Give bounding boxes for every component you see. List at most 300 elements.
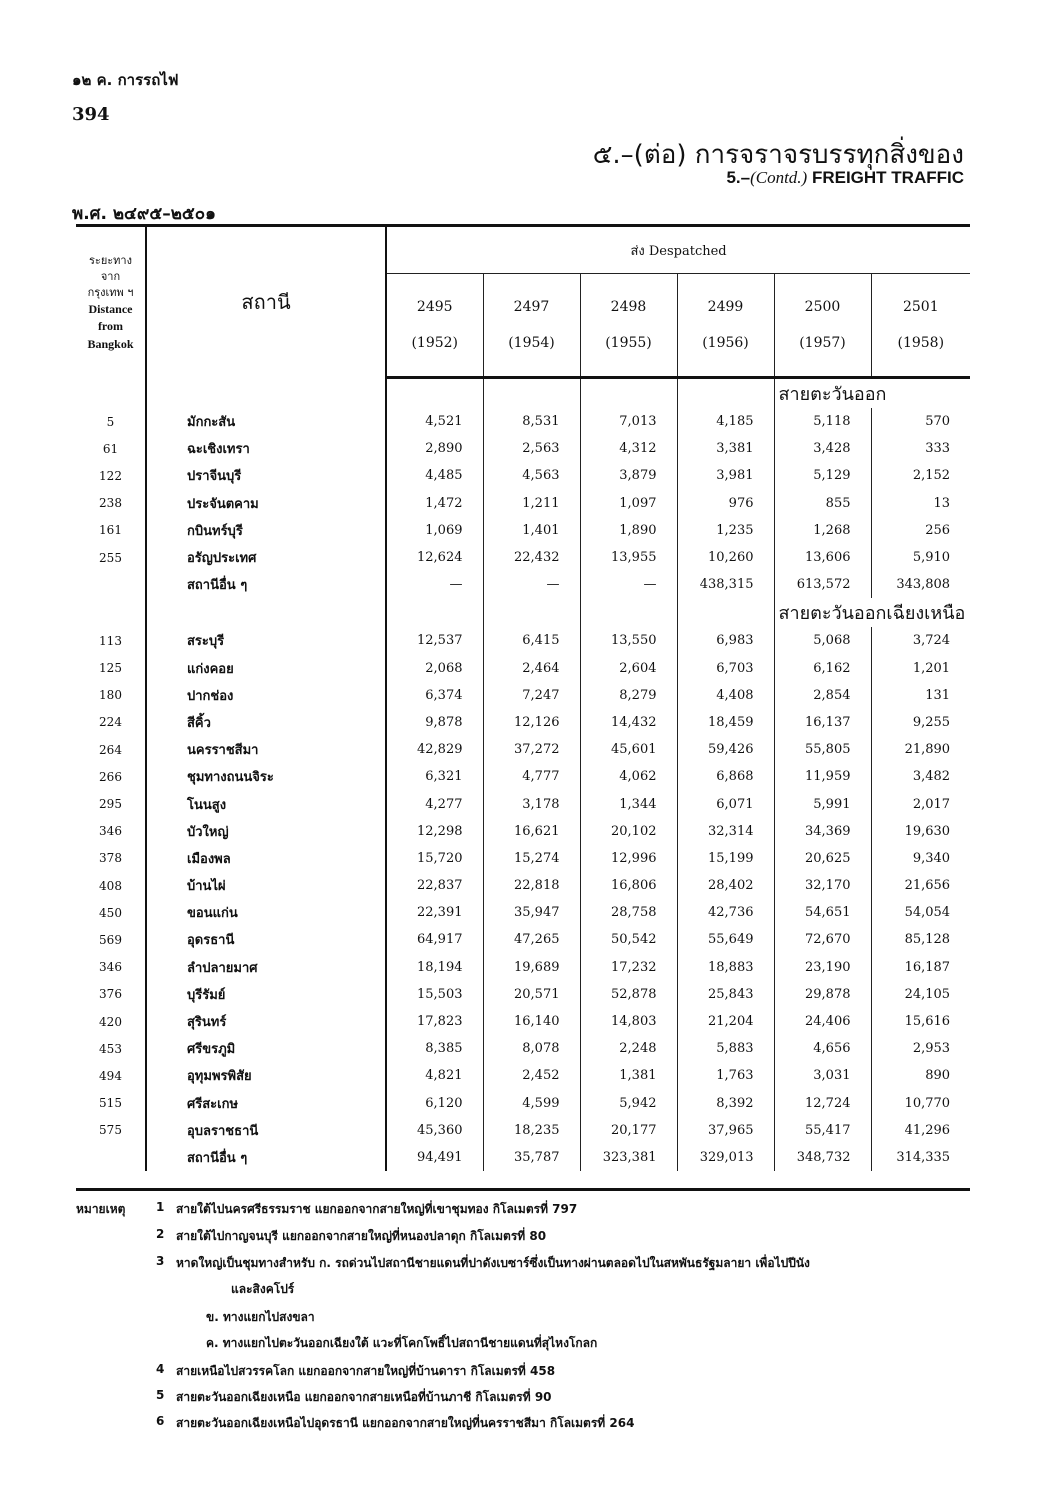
value-cell: 21,204 [677, 1008, 774, 1035]
year-header-4 [774, 274, 871, 378]
value-cell: 18,194 [386, 954, 483, 981]
note-text: สายตะวันออกเฉียงเหนือ แยกออกจากสายเหนือที่บ้านภาชี กิโลเมตรที่ 90 [176, 1390, 552, 1404]
value-cell: 3,178 [483, 790, 580, 817]
section-label-0: สายตะวันออก [778, 384, 887, 405]
distance-cell: 408 [76, 872, 146, 899]
value-cell: 72,670 [774, 926, 871, 953]
value-cell: 13,550 [580, 627, 677, 654]
year-ad: (1956) [702, 335, 749, 351]
value-cell: 55,649 [677, 926, 774, 953]
value-cell: 18,235 [483, 1117, 580, 1144]
distance-cell: 295 [76, 790, 146, 817]
station-cell: อุทุมพรพิสัย [146, 1062, 386, 1089]
table-row [76, 490, 970, 517]
value-cell: 17,232 [580, 954, 677, 981]
blank-cell [580, 378, 677, 409]
blank-cell [76, 598, 146, 627]
note-text: สายใต้ไปนครศรีธรรมราช แยกออกจากสายใหญ่ที่เขาชุมทอง กิโลเมตรที่ 797 [176, 1202, 578, 1216]
value-cell: 15,274 [483, 845, 580, 872]
value-cell: 21,890 [904, 742, 951, 758]
station-cell: อรัญประเทศ [146, 544, 386, 571]
distance-en-3: Bangkok [87, 336, 134, 351]
value-cell: 6,071 [677, 790, 774, 817]
value-cell: 21,656 [904, 878, 951, 894]
table-row [76, 544, 970, 571]
section-row [76, 598, 970, 627]
value-cell: — [483, 571, 580, 598]
value-cell: 18,459 [677, 709, 774, 736]
table-row [76, 1090, 970, 1117]
distance-cell: 453 [76, 1035, 146, 1062]
note-marker: 1 [156, 1200, 165, 1214]
table-row [76, 1062, 970, 1089]
value-cell: 64,917 [386, 926, 483, 953]
note-marker: 2 [156, 1227, 165, 1241]
value-cell: 16,621 [483, 818, 580, 845]
station-cell: โนนสูง [146, 790, 386, 817]
value-cell: 15,616 [904, 1014, 951, 1030]
year-be: 2501 [902, 298, 939, 315]
title-en-main: FREIGHT TRAFFIC [811, 168, 964, 187]
value-cell: 2,464 [483, 655, 580, 682]
value-cell: 6,162 [774, 655, 871, 682]
value-cell: 4,656 [774, 1035, 871, 1062]
distance-cell: 5 [76, 408, 146, 435]
value-cell: 9,340 [912, 850, 951, 866]
station-cell: นครราชสีมา [146, 736, 386, 763]
value-cell: 13,606 [774, 544, 871, 571]
value-cell: 3,031 [774, 1062, 871, 1089]
blank-cell [386, 378, 483, 409]
value-cell: 7,013 [580, 408, 677, 435]
value-cell: 5,118 [774, 408, 871, 435]
table-row [76, 709, 970, 736]
distance-cell: 255 [76, 544, 146, 571]
blank-cell [483, 598, 580, 627]
section-row [76, 378, 970, 409]
value-cell: 1,201 [912, 660, 951, 676]
year-header-3 [677, 274, 774, 378]
value-cell: 570 [925, 414, 951, 430]
value-cell: 50,542 [580, 926, 677, 953]
value-cell: 35,947 [483, 899, 580, 926]
table-row [76, 1008, 970, 1035]
value-cell: 1,268 [774, 517, 871, 544]
value-cell: 2,563 [483, 435, 580, 462]
value-cell: 41,296 [904, 1122, 951, 1138]
value-cell: 45,601 [580, 736, 677, 763]
value-cell: 1,097 [580, 490, 677, 517]
distance-cell: 346 [76, 954, 146, 981]
value-cell: 24,406 [774, 1008, 871, 1035]
value-cell: 45,360 [386, 1117, 483, 1144]
station-cell: ขอนแก่น [146, 899, 386, 926]
value-cell: 32,314 [677, 818, 774, 845]
value-cell: 131 [925, 687, 951, 703]
value-cell: 34,369 [774, 818, 871, 845]
value-cell: 7,247 [483, 682, 580, 709]
value-cell: 4,312 [580, 435, 677, 462]
distance-cell: 61 [76, 435, 146, 462]
value-cell: 6,321 [386, 763, 483, 790]
table-row [76, 954, 970, 981]
year-be: 2498 [610, 298, 647, 315]
value-cell: 4,599 [483, 1090, 580, 1117]
year-be: 2495 [416, 298, 453, 315]
value-cell: 2,152 [912, 468, 951, 484]
value-cell: 32,170 [774, 872, 871, 899]
value-cell: 6,120 [386, 1090, 483, 1117]
value-cell: 29,878 [774, 981, 871, 1008]
note-text: ค. ทางแยกไปตะวันออกเฉียงใต้ แวะที่โคกโพธิ์ไปสถานีชายแดนที่สุไหงโกลก [206, 1336, 598, 1350]
value-cell: 6,983 [677, 627, 774, 654]
value-cell: 13,955 [580, 544, 677, 571]
distance-cell: 378 [76, 845, 146, 872]
station-cell: สีคิ้ว [146, 709, 386, 736]
value-cell: 14,432 [580, 709, 677, 736]
distance-cell: 376 [76, 981, 146, 1008]
value-cell: 613,572 [774, 571, 871, 598]
table-row [76, 763, 970, 790]
year-header-0 [386, 274, 483, 378]
distance-cell: 180 [76, 682, 146, 709]
value-cell: 323,381 [580, 1144, 677, 1171]
station-cell: ปากช่อง [146, 682, 386, 709]
value-cell: 3,381 [677, 435, 774, 462]
value-cell: 3,482 [912, 769, 951, 785]
blank-cell [677, 598, 774, 627]
value-cell: 3,428 [774, 435, 871, 462]
notes-heading: หมายเหตุ [76, 1202, 126, 1216]
station-cell: มักกะสัน [146, 408, 386, 435]
value-cell: 6,868 [677, 763, 774, 790]
note-text: สายตะวันออกเฉียงเหนือไปอุดรธานี แยกออกจากสายใหญ่ที่นครราชสีมา กิโลเมตรที่ 264 [176, 1416, 635, 1430]
value-cell: 28,402 [677, 872, 774, 899]
value-cell: 5,942 [580, 1090, 677, 1117]
value-cell: 8,279 [580, 682, 677, 709]
note-marker: 3 [156, 1254, 165, 1268]
value-cell: 4,821 [386, 1062, 483, 1089]
note-text: สายเหนือไปสวรรคโลก แยกออกจากสายใหญ่ที่บ้านดารา กิโลเมตรที่ 458 [176, 1364, 556, 1378]
value-cell: 16,137 [774, 709, 871, 736]
year-ad: (1958) [897, 335, 945, 351]
value-cell: 855 [774, 490, 871, 517]
station-cell: อุบลราชธานี [146, 1117, 386, 1144]
distance-cell: 266 [76, 763, 146, 790]
distance-cell: 569 [76, 926, 146, 953]
value-cell: 20,102 [580, 818, 677, 845]
value-cell: 22,837 [386, 872, 483, 899]
value-cell: 4,521 [386, 408, 483, 435]
value-cell: 4,408 [677, 682, 774, 709]
note-text: ข. ทางแยกไปสงขลา [206, 1310, 315, 1324]
value-cell: 20,625 [774, 845, 871, 872]
value-cell: 28,758 [580, 899, 677, 926]
section-label: ๑๒ ค. การรถไฟ [72, 71, 179, 89]
value-cell: 17,823 [386, 1008, 483, 1035]
value-cell: 1,069 [386, 517, 483, 544]
note-marker: 4 [156, 1362, 165, 1376]
blank-cell [76, 378, 146, 409]
station-cell: ฉะเชิงเทรา [146, 435, 386, 462]
station-cell: แก่งคอย [146, 655, 386, 682]
value-cell: 18,883 [677, 954, 774, 981]
value-cell: 4,777 [483, 763, 580, 790]
value-cell: 15,720 [386, 845, 483, 872]
table-row [76, 872, 970, 899]
value-cell: 2,890 [386, 435, 483, 462]
freight-table [76, 224, 970, 1171]
distance-th-3: กรุงเทพ ฯ [87, 286, 134, 300]
table-row [76, 736, 970, 763]
year-ad: (1955) [605, 335, 652, 351]
table-row [76, 655, 970, 682]
distance-cell: 125 [76, 655, 146, 682]
station-cell: สุรินทร์ [146, 1008, 386, 1035]
value-cell: 333 [925, 441, 951, 457]
station-cell: ชุมทางถนนจิระ [146, 763, 386, 790]
value-cell: 54,054 [904, 905, 951, 921]
distance-cell: 224 [76, 709, 146, 736]
value-cell: 52,878 [580, 981, 677, 1008]
value-cell: 1,401 [483, 517, 580, 544]
value-cell: 4,185 [677, 408, 774, 435]
value-cell: 12,624 [386, 544, 483, 571]
station-cell: สถานีอื่น ๆ [146, 1144, 386, 1171]
station-cell: เมืองพล [146, 845, 386, 872]
value-cell: 2,604 [580, 655, 677, 682]
value-cell: — [386, 571, 483, 598]
value-cell: 12,298 [386, 818, 483, 845]
value-cell: 4,563 [483, 462, 580, 489]
value-cell: 2,248 [580, 1035, 677, 1062]
value-cell: 5,910 [912, 550, 951, 566]
table-row [76, 926, 970, 953]
table-row [76, 462, 970, 489]
note-text: สายใต้ไปกาญจนบุรี แยกออกจากสายใหญ่ที่หนองปลาดุก กิโลเมตรที่ 80 [176, 1229, 547, 1243]
value-cell: 5,129 [774, 462, 871, 489]
value-cell: 59,426 [677, 736, 774, 763]
value-cell: 6,415 [483, 627, 580, 654]
table-row [76, 981, 970, 1008]
value-cell: 1,211 [483, 490, 580, 517]
distance-header [76, 226, 146, 378]
table-row [76, 682, 970, 709]
table-row [76, 435, 970, 462]
value-cell: 890 [925, 1068, 951, 1084]
distance-cell: 450 [76, 899, 146, 926]
value-cell: 19,630 [904, 823, 951, 839]
section-label-1: สายตะวันออกเฉียงเหนือ [778, 603, 966, 625]
station-cell: บุรีรัมย์ [146, 981, 386, 1008]
value-cell: 12,724 [774, 1090, 871, 1117]
note-text: หาดใหญ่เป็นชุมทางสำหรับ ก. รถด่วนไปสถานีชายแดนที่ปาดังเบซาร์ซึ่งเป็นทางผ่านตลอดไปในสหพันธรัฐมลายา เพื่อไปปีนัง [176, 1256, 810, 1270]
value-cell: 15,199 [677, 845, 774, 872]
station-cell: บัวใหญ่ [146, 818, 386, 845]
value-cell: 2,953 [912, 1041, 951, 1057]
value-cell: 16,140 [483, 1008, 580, 1035]
value-cell: 37,272 [483, 736, 580, 763]
year-be: 2497 [513, 298, 550, 315]
distance-cell: 515 [76, 1090, 146, 1117]
station-cell: ประจันตคาม [146, 490, 386, 517]
table-row [76, 1035, 970, 1062]
table-row [76, 408, 970, 435]
value-cell: 976 [677, 490, 774, 517]
table-row [76, 1117, 970, 1144]
value-cell: 2,452 [483, 1062, 580, 1089]
table-row [76, 899, 970, 926]
value-cell: 10,260 [677, 544, 774, 571]
blank-cell [677, 378, 774, 409]
note-marker: 6 [156, 1414, 165, 1428]
value-cell: 13 [933, 495, 951, 511]
year-header-1 [483, 274, 580, 378]
value-cell: 15,503 [386, 981, 483, 1008]
value-cell: 1,890 [580, 517, 677, 544]
value-cell: 47,265 [483, 926, 580, 953]
value-cell: 42,736 [677, 899, 774, 926]
value-cell: 1,235 [677, 517, 774, 544]
value-cell: 14,803 [580, 1008, 677, 1035]
value-cell: 4,062 [580, 763, 677, 790]
station-cell: ศรีสะเกษ [146, 1090, 386, 1117]
value-cell: 54,651 [774, 899, 871, 926]
table-row [76, 1144, 970, 1171]
title-en-contd: (Contd.) [750, 168, 808, 187]
despatched-header: ส่ง Despatched [386, 226, 970, 274]
value-cell: 3,724 [912, 633, 951, 649]
value-cell: 3,981 [677, 462, 774, 489]
distance-cell: 238 [76, 490, 146, 517]
value-cell: 9,255 [912, 714, 951, 730]
value-cell: 438,315 [677, 571, 774, 598]
value-cell: 37,965 [677, 1117, 774, 1144]
value-cell: 24,105 [904, 986, 951, 1002]
value-cell: 55,417 [774, 1117, 871, 1144]
distance-cell: 264 [76, 736, 146, 763]
value-cell: 2,017 [912, 796, 951, 812]
blank-cell [386, 598, 483, 627]
distance-cell: 122 [76, 462, 146, 489]
value-cell: 22,391 [386, 899, 483, 926]
value-cell: 20,571 [483, 981, 580, 1008]
value-cell: 16,187 [904, 959, 951, 975]
distance-cell [76, 571, 146, 598]
value-cell: 16,806 [580, 872, 677, 899]
table-row [76, 627, 970, 654]
distance-cell: 494 [76, 1062, 146, 1089]
value-cell: 10,770 [904, 1095, 951, 1111]
station-cell: ปราจีนบุรี [146, 462, 386, 489]
year-header-2 [580, 274, 677, 378]
distance-en-1: Distance [88, 302, 133, 317]
value-cell: 256 [925, 522, 951, 538]
distance-en-2: from [97, 319, 124, 334]
blank-cell [483, 378, 580, 409]
value-cell: 20,177 [580, 1117, 677, 1144]
station-cell: ศรีขรภูมิ [146, 1035, 386, 1062]
value-cell: 2,854 [774, 682, 871, 709]
value-cell: 22,818 [483, 872, 580, 899]
station-cell: อุดรธานี [146, 926, 386, 953]
note-text: และสิงคโปร์ [231, 1282, 295, 1296]
table-row [76, 517, 970, 544]
value-cell: 1,472 [386, 490, 483, 517]
value-cell: 25,843 [677, 981, 774, 1008]
distance-cell: 346 [76, 818, 146, 845]
value-cell: 11,959 [774, 763, 871, 790]
value-cell: 12,996 [580, 845, 677, 872]
table-row [76, 571, 970, 598]
value-cell: 5,883 [677, 1035, 774, 1062]
value-cell: 2,068 [386, 655, 483, 682]
blank-cell [146, 378, 386, 409]
table-bottom-rule [76, 1188, 970, 1191]
value-cell: 348,732 [774, 1144, 871, 1171]
value-cell: 314,335 [896, 1149, 951, 1165]
title-english [726, 168, 964, 188]
value-cell: 8,392 [677, 1090, 774, 1117]
distance-cell: 161 [76, 517, 146, 544]
table-row [76, 790, 970, 817]
value-cell: 329,013 [677, 1144, 774, 1171]
table-row [76, 818, 970, 845]
value-cell: 8,531 [483, 408, 580, 435]
value-cell: 343,808 [896, 577, 951, 593]
value-cell: 23,190 [774, 954, 871, 981]
distance-cell: 420 [76, 1008, 146, 1035]
year-header-5 [871, 274, 970, 378]
value-cell: 5,068 [774, 627, 871, 654]
distance-cell: 113 [76, 627, 146, 654]
station-header: สถานี [146, 226, 386, 378]
value-cell: 9,878 [386, 709, 483, 736]
value-cell: 1,763 [677, 1062, 774, 1089]
station-cell: กบินทร์บุรี [146, 517, 386, 544]
year-be: 2499 [707, 298, 744, 315]
title-thai: ๕.–(ต่อ) การจราจรบรรทุกสิ่งของ [592, 140, 964, 170]
value-cell: 4,485 [386, 462, 483, 489]
value-cell: 35,787 [483, 1144, 580, 1171]
value-cell: 1,344 [580, 790, 677, 817]
distance-th-1: ระยะทาง [89, 254, 132, 268]
value-cell: 94,491 [386, 1144, 483, 1171]
value-cell: 6,374 [386, 682, 483, 709]
station-cell: สถานีอื่น ๆ [146, 571, 386, 598]
value-cell: 42,829 [386, 736, 483, 763]
value-cell: 5,991 [774, 790, 871, 817]
era-label: พ.ศ. ๒๔๙๕–๒๕๐๑ [72, 204, 216, 224]
value-cell: — [580, 571, 677, 598]
blank-cell [146, 598, 386, 627]
station-cell: ลำปลายมาศ [146, 954, 386, 981]
distance-cell: 575 [76, 1117, 146, 1144]
value-cell: 55,805 [774, 736, 871, 763]
value-cell: 1,381 [580, 1062, 677, 1089]
value-cell: 8,385 [386, 1035, 483, 1062]
year-ad: (1954) [508, 335, 555, 351]
value-cell: 22,432 [483, 544, 580, 571]
blank-cell [580, 598, 677, 627]
note-marker: 5 [156, 1388, 165, 1402]
value-cell: 19,689 [483, 954, 580, 981]
year-ad: (1957) [799, 335, 846, 351]
value-cell: 8,078 [483, 1035, 580, 1062]
year-be: 2500 [804, 298, 841, 315]
table-row [76, 845, 970, 872]
value-cell: 3,879 [580, 462, 677, 489]
